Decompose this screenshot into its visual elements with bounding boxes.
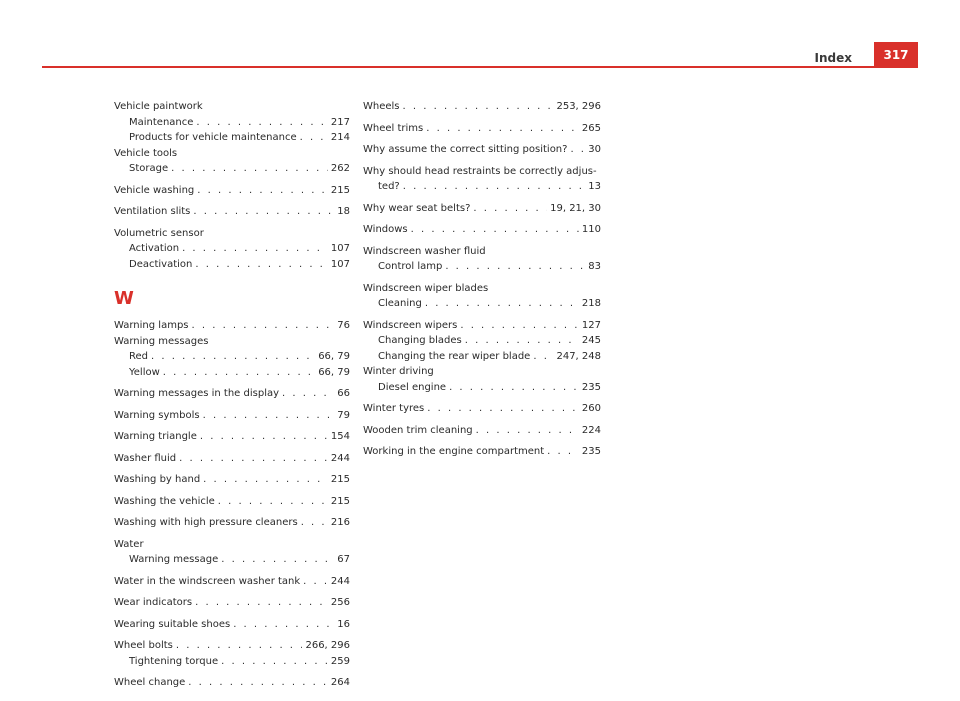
leader-dots [182,241,328,257]
index-term: Windscreen wipers [363,319,458,331]
index-subterm: Changing blades [378,335,462,346]
index-entry [114,638,350,669]
page-ref: 215 [330,495,350,507]
leader-dots [282,386,334,402]
index-entry [363,142,601,158]
index-subterm: Products for vehicle maintenance [129,132,297,143]
page-ref: 66 [337,388,350,399]
leader-dots [449,380,579,396]
index-column-right [363,99,601,460]
leader-dots [403,99,554,115]
index-entry [114,99,350,146]
index-term: Windscreen wiper blades [363,282,489,294]
index-entry [114,183,350,199]
page-ref: 256 [330,597,350,608]
page-ref: 79 [337,409,350,421]
page-ref: 262 [330,163,350,174]
page-ref: 260 [581,403,601,414]
index-subterm: Cleaning [378,298,422,309]
page-ref: 16 [337,618,350,630]
index-subterm: Diesel engine [378,381,447,393]
page-ref: 30 [588,144,601,155]
leader-dots [476,423,579,439]
index-entry [114,595,350,611]
page-ref: 107 [330,243,350,254]
page-ref: 83 [588,261,601,272]
index-subterm: Maintenance [129,116,194,128]
index-subterm: Deactivation [129,258,193,270]
index-subterm: Yellow [129,366,160,378]
section-letter: W [114,288,134,309]
index-entry [114,334,350,381]
index-term: Washing by hand [114,474,201,485]
index-term: Winter tyres [363,403,425,414]
leader-dots [203,408,335,424]
index-entry [363,364,601,395]
index-entry [114,537,350,568]
leader-dots [411,222,579,238]
page-ref: 18 [337,206,350,217]
page-ref: 66, 79 [318,366,350,378]
leader-dots [171,161,328,177]
index-entry [114,617,350,633]
page-ref: 154 [330,431,350,442]
leader-dots [151,349,315,365]
leader-dots [233,617,334,633]
index-entry [114,472,350,488]
leader-dots [221,654,328,670]
index-term: Warning triangle [114,431,197,442]
index-entry [114,429,350,445]
index-term: Water in the windscreen washer tank [114,575,301,587]
index-entry [363,401,601,417]
leader-dots [460,318,579,334]
index-entry [114,226,350,273]
page-ref: 259 [330,655,350,667]
page-ref: 244 [330,452,350,464]
index-entry [114,675,350,691]
page-ref: 13 [588,181,601,192]
index-entry [363,244,601,275]
page-ref: 215 [330,184,350,196]
index-subterm: Control lamp [378,261,443,272]
leader-dots [195,595,328,611]
index-term: Vehicle washing [114,184,195,196]
page-ref: 235 [581,381,601,393]
leader-dots [197,183,328,199]
page-ref: 235 [581,446,601,457]
leader-dots [193,204,334,220]
leader-dots [300,130,328,146]
index-subterm: Storage [129,163,169,174]
index-entry [363,444,601,460]
page-ref: 244 [330,575,350,587]
index-term: Washing the vehicle [114,495,215,507]
index-term: Winter driving [363,366,434,377]
page-title: Index [814,51,852,65]
index-entry [114,494,350,510]
index-term: Why wear seat belts? [363,202,471,214]
index-entry [363,222,601,238]
leader-dots [200,429,328,445]
leader-dots [221,552,334,568]
page-ref: 127 [581,319,601,331]
leader-dots [218,494,328,510]
index-term: Why assume the correct sitting position? [363,144,568,155]
index-term: Why should head restraints be correctly adjus- [363,165,597,177]
leader-dots [425,296,579,312]
page-ref: 76 [337,320,350,331]
index-subterm: Red [129,351,148,362]
leader-dots [303,574,328,590]
index-term: Washing with high pressure cleaners [114,517,298,528]
index-term: Wheel change [114,677,186,688]
index-term: Wheel bolts [114,640,173,651]
index-entry [114,318,350,334]
index-term: Wheel trims [363,122,424,134]
page-ref: 67 [337,554,350,565]
index-subterm: Changing the rear wiper blade [378,350,531,362]
leader-dots [179,451,328,467]
leader-dots [301,515,328,531]
leader-dots [196,115,328,131]
page-ref: 107 [330,258,350,270]
page-ref: 216 [330,517,350,528]
page-ref: 266, 296 [305,640,350,651]
index-entry [363,121,601,137]
index-column-left [114,99,350,691]
page-ref: 224 [581,424,601,436]
index-term: Vehicle paintwork [114,101,203,112]
leader-dots [533,349,553,365]
page-ref: 253, 296 [556,101,601,112]
page-ref: 66, 79 [318,351,350,362]
index-entry [114,204,350,220]
index-term: Wooden trim cleaning [363,424,473,436]
page-ref: 19, 21, 30 [550,202,601,214]
index-term: Warning symbols [114,409,200,421]
index-term: Warning messages [114,335,209,347]
page-ref: 264 [330,677,350,688]
index-entry [114,515,350,531]
leader-dots [570,142,585,158]
leader-dots [427,401,579,417]
index-entry [363,318,601,365]
index-term: Windows [363,224,408,235]
index-entry [363,423,601,439]
page-number-badge: 317 [874,42,918,68]
index-entry [114,146,350,177]
index-term: Wheels [363,101,400,112]
page-ref: 265 [581,122,601,134]
leader-dots [426,121,579,137]
index-entry [363,201,601,217]
index-term: Ventilation slits [114,206,191,217]
index-subterm: Activation [129,243,180,254]
page-ref: 110 [581,224,601,235]
index-term: Water [114,538,144,550]
index-entry [114,408,350,424]
leader-dots [445,259,585,275]
index-term: Warning lamps [114,320,189,331]
page-ref: 214 [330,132,350,143]
leader-dots [195,257,328,273]
index-term: Windscreen washer fluid [363,245,486,257]
page-ref: 215 [330,474,350,485]
page-ref: 217 [330,116,350,128]
leader-dots [403,179,586,195]
index-entry [114,574,350,590]
index-term-continuation: ted? [378,181,400,192]
index-subterm: Tightening torque [129,655,219,667]
index-term: Volumetric sensor [114,227,204,239]
page-ref: 245 [581,335,601,346]
index-entry [363,164,601,195]
leader-dots [473,201,547,217]
index-entry [114,386,350,402]
index-entry [114,451,350,467]
index-term: Warning messages in the display [114,388,280,399]
index-term: Washer fluid [114,452,177,464]
index-term: Wear indicators [114,597,193,608]
leader-dots [547,444,579,460]
index-term: Wearing suitable shoes [114,618,231,630]
leader-dots [188,675,328,691]
page-ref: 247, 248 [556,350,601,362]
page-ref: 218 [581,298,601,309]
index-term: Working in the engine compartment [363,446,545,457]
header-rule [42,66,918,68]
leader-dots [203,472,328,488]
leader-dots [465,333,579,349]
index-entry [363,99,601,115]
index-subterm: Warning message [129,554,219,565]
leader-dots [192,318,335,334]
leader-dots [163,365,315,381]
index-entry [363,281,601,312]
index-term: Vehicle tools [114,147,178,159]
leader-dots [176,638,303,654]
